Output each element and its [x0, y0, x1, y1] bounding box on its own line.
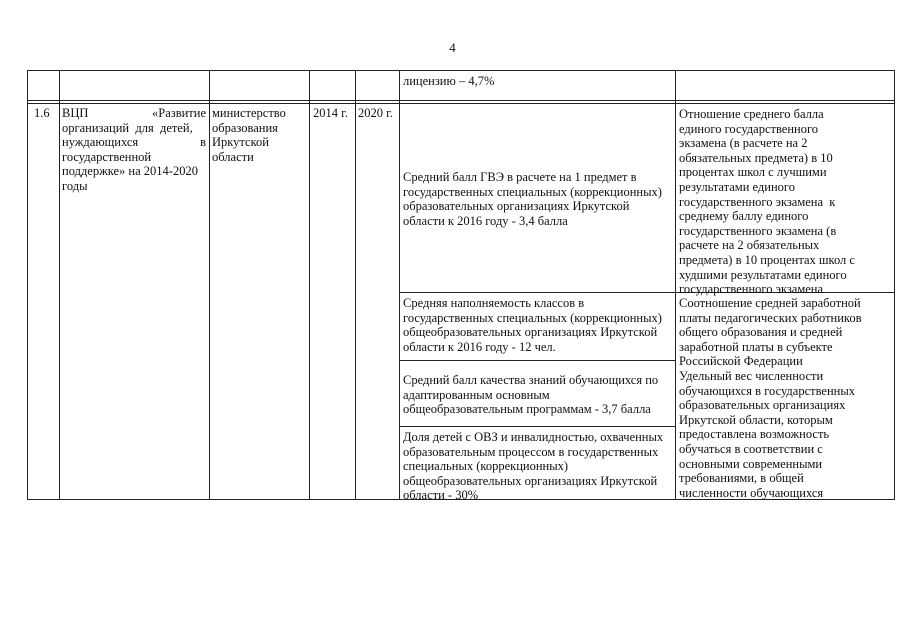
criterion-salary-and-share: Соотношение средней заработной платы педагогических работников общего образования и средней заработной платы в субъекте Российской Федерации Удельный вес численности обучающихся в государственных образовательных организациях Иркутской области, которым предоставлена возможность обучаться в соответствии с основными современными требованиями, в общей численности обучающихся	[679, 296, 862, 500]
indicator-ovz-share: Доля детей с ОВЗ и инвалидностью, охваченных образовательным процессом в государственных специальных (коррекционных) общеобразовательных организациях Иркутской области - 30%	[403, 430, 664, 503]
program-table	[27, 70, 895, 503]
indicator-gve-score: Средний балл ГВЭ в расчете на 1 предмет в государственных специальных (коррекционных) образовательных организациях Иркутской области к 2016 году - 3,4 балла	[403, 170, 662, 228]
program-name	[62, 106, 206, 194]
page-number: 4	[449, 40, 456, 55]
program-name-line2: организаций для детей,	[62, 120, 193, 135]
table-divider-number	[59, 70, 60, 500]
table-border-left	[27, 70, 28, 500]
table-border-top	[27, 70, 895, 71]
program-name-line3-left: нуждающихся	[62, 135, 139, 150]
table-divider-program	[209, 70, 210, 500]
table-divider-start-year	[355, 70, 356, 500]
table-border-right	[894, 70, 895, 500]
program-name-line1-left: ВЦП	[62, 106, 89, 120]
responsible-body: министерство образования Иркутской области	[212, 106, 286, 164]
end-year: 2020 г.	[358, 106, 393, 120]
indicator-continuation: лицензию – 4,7%	[403, 74, 495, 88]
program-name-line3-right: в	[200, 135, 206, 150]
indicator-knowledge-quality: Средний балл качества знаний обучающихся по адаптированным основным общеобразовательным программам - 3,7 балла	[403, 373, 659, 417]
table-row-divider	[27, 100, 895, 101]
table-divider-indicators	[675, 70, 676, 500]
program-name-line1-right: «Развитие	[152, 106, 206, 120]
criterion-ege-ratio: Отношение среднего балла единого государственного экзамена (в расчете на 2 обязательных предмета) в 10 процентах школ с лучшими результатами единого государственного экзамена к среднему баллу единого государственного экзамена (в расчете на 2 обязательных предмета) в 10 процентах школ с худшими результатами единого государственного экзамена	[679, 107, 855, 297]
row-number: 1.6	[34, 106, 50, 120]
table-divider-end-year	[399, 70, 400, 500]
table-row-divider	[27, 103, 895, 104]
program-name-line	[62, 135, 206, 150]
table-divider-responsible	[309, 70, 310, 500]
program-name-rest: государственной поддержке» на 2014-2020 годы	[62, 149, 198, 193]
program-name-line	[62, 106, 206, 121]
start-year: 2014 г.	[313, 106, 348, 120]
indicator-class-size: Средняя наполняемость классов в государственных специальных (коррекционных) общеобразовательных организациях Иркутской области к 2016 году - 12 чел.	[403, 296, 662, 354]
indicator-divider-2	[399, 360, 675, 361]
indicator-divider-3	[399, 426, 675, 427]
